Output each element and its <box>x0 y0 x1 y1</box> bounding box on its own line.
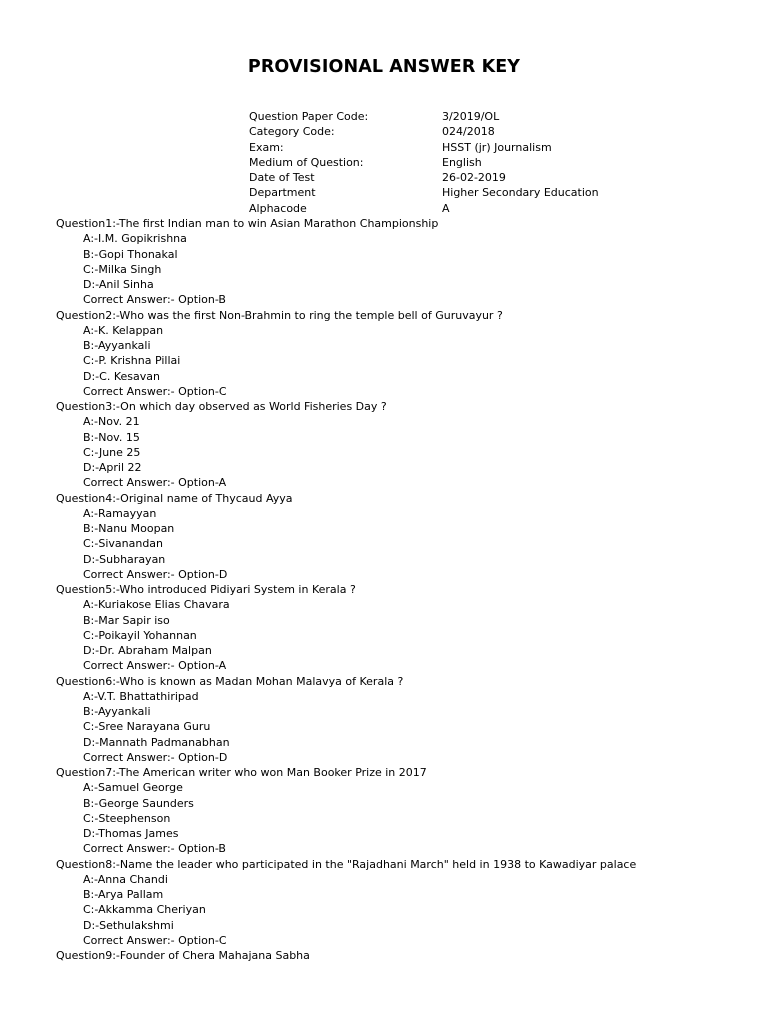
correct-answer: Correct Answer:- Option-C <box>83 933 227 947</box>
option-d: D:-Dr. Abraham Malpan <box>83 644 212 657</box>
option-b: B:-Arya Pallam <box>83 888 164 901</box>
question-text: Question4:-Original name of Thycaud Ayya <box>56 491 293 505</box>
option-c: C:-Milka Singh <box>83 262 162 276</box>
question-item <box>56 857 756 949</box>
meta-row-department <box>249 185 599 200</box>
question-text: Question7:-The American writer who won Man Booker Prize in 2017 <box>56 766 427 779</box>
meta-row-exam <box>249 140 599 155</box>
option-c: C:-June 25 <box>83 445 141 459</box>
question-text: Question5:-Who introduced Pidiyari System in Kerala ? <box>56 583 356 596</box>
option-b: B:-Mar Sapir iso <box>83 613 170 627</box>
meta-row-alphacode <box>249 201 599 216</box>
option-b: B:-Nanu Moopan <box>83 522 175 535</box>
option-c: C:-Sivanandan <box>83 537 164 551</box>
correct-answer: Correct Answer:- Option-B <box>83 293 226 307</box>
option-c: C:-Akkamma Cheriyan <box>83 903 206 917</box>
option-d: D:-Subharayan <box>83 552 166 566</box>
correct-answer: Correct Answer:- Option-B <box>83 842 226 856</box>
meta-label: Question Paper Code: <box>249 110 369 123</box>
meta-value: English <box>442 155 482 169</box>
meta-value: Higher Secondary Education <box>442 186 599 200</box>
question-text: Question2:-Who was the first Non-Brahmin to ring the temple bell of Guruvayur ? <box>56 308 503 322</box>
question-text: Question8:-Name the leader who participated in the "Rajadhani March" held in 1938 to Kawadiyar palace <box>56 857 637 871</box>
correct-answer: Correct Answer:- Option-D <box>83 567 228 581</box>
question-item <box>56 765 756 857</box>
option-d: D:-Sethulakshmi <box>83 918 174 932</box>
question-text: Question6:-Who is known as Madan Mohan Malavya of Kerala ? <box>56 674 404 688</box>
meta-value: HSST (jr) Journalism <box>442 140 552 154</box>
option-a: A:-V.T. Bhattathiripad <box>83 689 199 703</box>
question-item <box>56 399 756 491</box>
option-d: D:-Anil Sinha <box>83 278 154 291</box>
correct-answer: Correct Answer:- Option-D <box>83 750 228 764</box>
meta-label: Exam: <box>249 140 284 154</box>
meta-value: A <box>442 201 450 215</box>
option-c: C:-Steephenson <box>83 811 171 825</box>
option-b: B:-Gopi Thonakal <box>83 247 178 261</box>
option-d: D:-C. Kesavan <box>83 369 160 383</box>
correct-answer: Correct Answer:- Option-C <box>83 384 227 398</box>
option-c: C:-Poikayil Yohannan <box>83 628 197 642</box>
meta-row-medium <box>249 155 599 170</box>
option-a: A:-Nov. 21 <box>83 415 140 429</box>
question-item <box>56 674 756 766</box>
correct-answer: Correct Answer:- Option-A <box>83 476 227 490</box>
option-b: B:-Ayyankali <box>83 705 151 718</box>
option-b: B:-Nov. 15 <box>83 430 140 444</box>
question-item <box>56 491 756 583</box>
question-item <box>56 216 756 308</box>
option-b: B:-George Saunders <box>83 796 194 810</box>
option-d: D:-Thomas James <box>83 827 179 840</box>
question-text: Question9:-Founder of Chera Mahajana Sabha <box>56 949 310 962</box>
meta-row-date <box>249 170 599 185</box>
question-list <box>56 216 756 963</box>
option-c: C:-Sree Narayana Guru <box>83 720 211 734</box>
exam-metadata <box>249 109 599 216</box>
option-c: C:-P. Krishna Pillai <box>83 354 181 368</box>
question-item <box>56 308 756 400</box>
option-a: A:-Anna Chandi <box>83 872 168 886</box>
question-item <box>56 582 756 674</box>
meta-value: 3/2019/OL <box>442 110 500 123</box>
meta-row-category-code <box>249 124 599 139</box>
option-a: A:-Kuriakose Elias Chavara <box>83 598 230 612</box>
option-d: D:-April 22 <box>83 461 142 474</box>
correct-answer: Correct Answer:- Option-A <box>83 659 227 673</box>
meta-label: Category Code: <box>249 125 335 139</box>
option-b: B:-Ayyankali <box>83 339 151 352</box>
page-title: PROVISIONAL ANSWER KEY <box>247 57 521 77</box>
meta-value: 26-02-2019 <box>442 171 506 184</box>
option-a: A:-K. Kelappan <box>83 323 164 337</box>
option-a: A:-I.M. Gopikrishna <box>83 232 187 246</box>
meta-label: Alphacode <box>249 201 307 215</box>
option-a: A:-Samuel George <box>83 781 183 795</box>
meta-label: Medium of Question: <box>249 155 364 169</box>
option-a: A:-Ramayyan <box>83 506 157 520</box>
meta-value: 024/2018 <box>442 125 495 139</box>
meta-row-paper-code <box>249 109 599 124</box>
option-d: D:-Mannath Padmanabhan <box>83 735 230 749</box>
question-text: Question3:-On which day observed as World Fisheries Day ? <box>56 400 387 413</box>
question-text: Question1:-The first Indian man to win Asian Marathon Championship <box>56 217 439 230</box>
meta-label: Date of Test <box>249 171 315 184</box>
question-item <box>56 948 756 963</box>
meta-label: Department <box>249 186 316 200</box>
